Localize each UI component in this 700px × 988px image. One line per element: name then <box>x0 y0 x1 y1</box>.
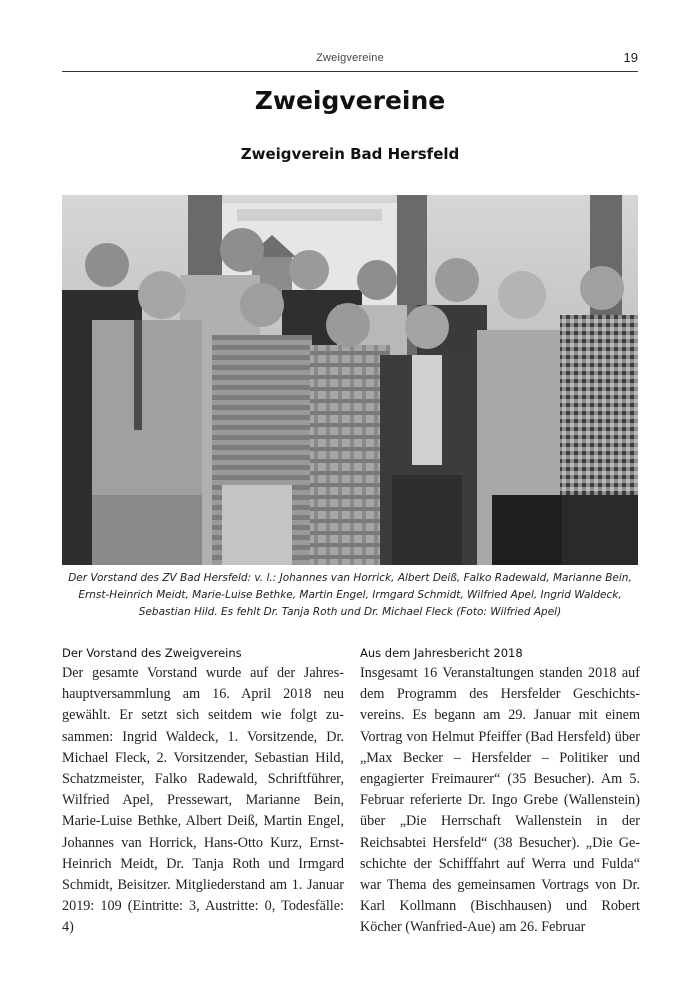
section-title: Zweigverein Bad Hersfeld <box>240 145 460 163</box>
body-jahresbericht: Insgesamt 16 Veranstaltungen standen 2018 auf dem Programm des Hersfelder Geschichtsvereins. Es begann am 29. Januar mit einem Vortrag von Helmut Pfeiffer (Bad Hersfeld) über „Max Becker – Hersfelder – Politiker und engagierter Freimaurer“ (35 Besucher). Am 5. Februar referierte Dr. Ingo Grebe (Wallenstein) über „Die Herrschaft Wallenstein in der Reichsabtei Hersfeld“ (38 Besucher). „Die Geschichte der Schifffahrt auf Werra und Fulda“ war Thema des gemeinsamen Vortrags von Dr. Karl Kollmann (Bischhausen) und Robert Köcher (Wanfried-Aue) am 26. Februar <box>360 665 640 936</box>
group-photo <box>62 195 638 565</box>
photo-caption: Der Vorstand des ZV Bad Hersfeld: v. l.: Johannes van Horrick, Albert Deiß, Falko Radewald, Marianne Bein, Ernst-Heinrich Meidt, Marie-Luise Bethke, Martin Engel, Irmgard Schmidt, Wilfried Apel, Ingrid Waldeck, Sebastian Hild. Es fehlt Dr. Tanja Roth und Dr. Michael Fleck (Foto: Wilfried Apel) <box>68 572 632 618</box>
page-number: 19 <box>623 50 638 65</box>
body-vorstand: Der gesamte Vorstand wurde auf der Jahreshauptversammlung am 16. April 2018 neu gewählt. Er setzt sich seitdem wie folgt zusammen: Ingrid Waldeck, 1. Vorsitzende, Dr. Michael Fleck, 2. Vorsitzender, Sebastian Hild, Schatzmeister, Falko Radewald, Schriftführer, Wilfried Apel, Pressewart, Marianne Bein, Marie-Luise Bethke, Albert Deiß, Martin Engel, Johannes van Horrick, Hans-Otto Kurz, Ernst-Heinrich Meidt, Dr. Tanja Roth und Irmgard Schmidt, Beisitzer. Mitgliederstand am 1. Januar 2019: 109 (Eintritte: 3, Austritte: 0, Todesfälle: 4) <box>62 665 344 936</box>
column-right <box>360 645 640 939</box>
running-head <box>62 50 638 72</box>
page-title: Zweigvereine <box>254 86 446 115</box>
group-photo-image <box>62 195 638 565</box>
running-head-title: Zweigvereine <box>316 52 384 64</box>
heading-jahresbericht: Aus dem Jahresbericht 2018 <box>360 646 523 660</box>
heading-vorstand: Der Vorstand des Zweigvereins <box>62 646 242 660</box>
column-left <box>62 645 344 939</box>
